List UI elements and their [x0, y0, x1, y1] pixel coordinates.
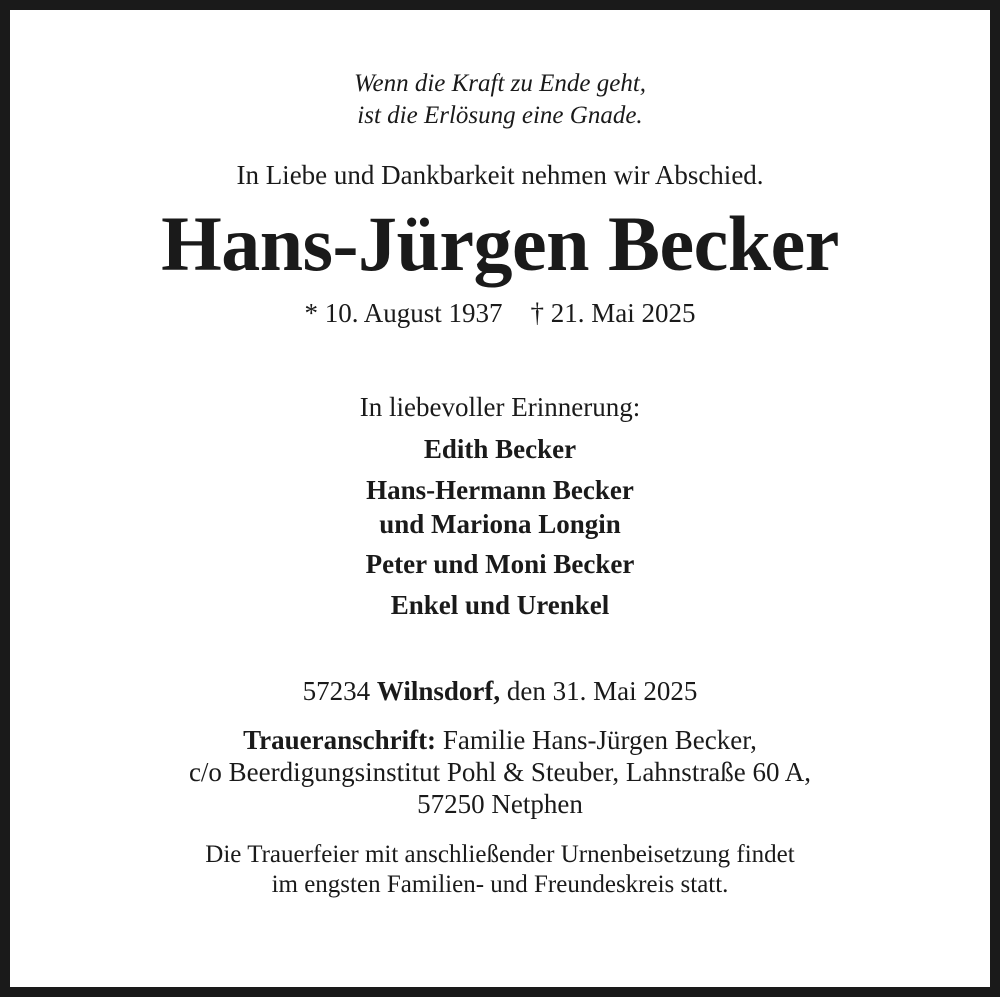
deceased-name: Hans-Jürgen Becker: [161, 200, 839, 287]
birth-date: * 10. August 1937: [304, 298, 503, 328]
mourner-name: Edith Becker: [423, 434, 577, 464]
farewell-intro: In Liebe und Dankbarkeit nehmen wir Abschied.: [236, 160, 764, 190]
mourner-name: Enkel und Urenkel: [390, 590, 610, 620]
place-town: Wilnsdorf,: [376, 676, 501, 706]
death-date: † 21. Mai 2025: [530, 298, 696, 328]
motto-line-2: ist die Erlösung eine Gnade.: [357, 102, 643, 129]
mourner-name: Hans-Hermann Becker: [366, 475, 634, 505]
mourning-address-line-2: c/o Beerdigungsinstitut Pohl & Steuber, Lahnstraße 60 A,: [188, 757, 812, 787]
mourning-address-line-3: 57250 Netphen: [417, 789, 583, 819]
life-dates: [20, 296, 980, 330]
obituary-content: [20, 10, 980, 900]
mourning-address-label: Traueranschrift:: [243, 725, 437, 755]
funeral-notice-line-1: Die Trauerfeier mit anschließender Urnenbeisetzung findet: [205, 841, 795, 868]
place-zip: 57234: [302, 676, 371, 706]
mourner-name: und Mariona Longin: [379, 509, 621, 539]
mourning-address-family: Familie Hans-Jürgen Becker,: [442, 725, 757, 755]
place-and-date: [20, 674, 980, 708]
motto-line-1: Wenn die Kraft zu Ende geht,: [353, 70, 647, 97]
mourner-name: Peter und Moni Becker: [365, 549, 635, 579]
funeral-notice-line-2: im engsten Familien- und Freundeskreis statt.: [271, 871, 729, 898]
remembrance-heading: In liebevoller Erinnerung:: [359, 392, 641, 422]
place-date: den 31. Mai 2025: [506, 676, 698, 706]
mourning-address-line-1: [20, 724, 980, 756]
